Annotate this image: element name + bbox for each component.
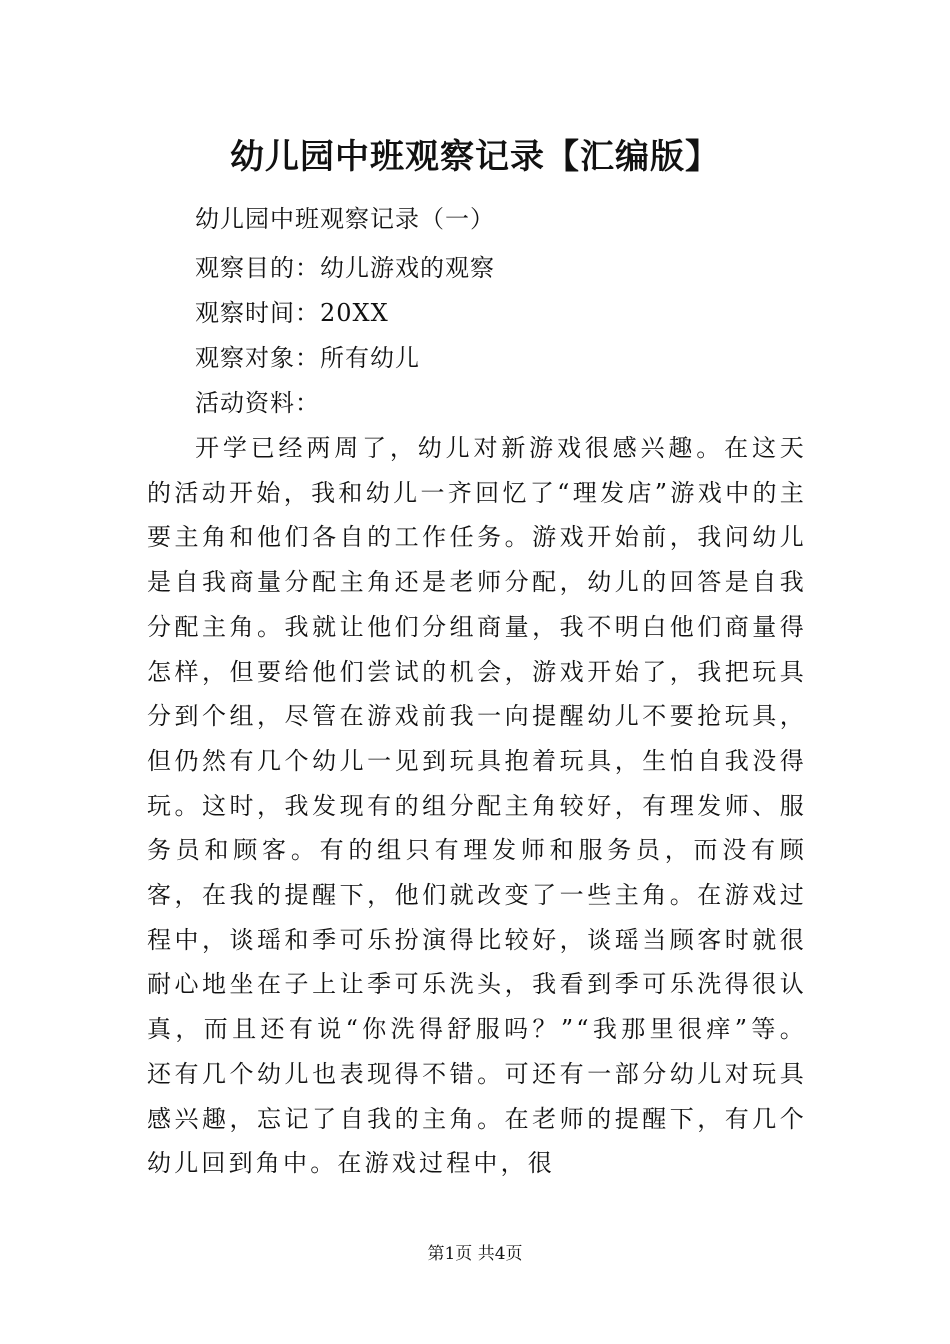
page-indicator: 第1页 共4页 <box>427 1244 523 1264</box>
document-title: 幼儿园中班观察记录【汇编版】 <box>230 137 720 177</box>
observation-time: 观察时间：20XX <box>195 299 389 327</box>
body-paragraph: 开学已经两周了，幼儿对新游戏很感兴趣。在这天的活动开始，我和幼儿一齐回忆了“理发店”游戏中的主要主角和他们各自的工作任务。游戏开始前，我问幼儿是自我商量分配主角还是老师分配，幼儿的回答是自我分配主角。我就让他们分组商量，我不明白他们商量得怎样，但要给他们尝试的机会，游戏开始了，我把玩具分到个组，尽管在游戏前我一向提醒幼儿不要抢玩具，但仍然有几个幼儿一见到玩具抱着玩具，生怕自我没得玩。这时，我发现有的组分配主角较好，有理发师、服务员和顾客。有的组只有理发师和服务员，而没有顾客，在我的提醒下，他们就改变了一些主角。在游戏过程中，谈瑶和季可乐扮演得比较好，谈瑶当顾客时就很耐心地坐在子上让季可乐洗头，我看到季可乐洗得很认真，而且还有说“你洗得舒服吗？”“我那里很痒”等。还有几个幼儿也表现得不错。可还有一部分幼儿对玩具感兴趣，忘记了自我的主角。在老师的提醒下，有几个幼儿回到角中。在游戏过程中，很 <box>147 434 807 1178</box>
section-subtitle: 幼儿园中班观察记录（一） <box>195 205 495 233</box>
observation-subject: 观察对象：所有幼儿 <box>195 344 420 372</box>
activity-material-label: 活动资料： <box>195 389 320 417</box>
observation-purpose: 观察目的：幼儿游戏的观察 <box>195 254 495 282</box>
